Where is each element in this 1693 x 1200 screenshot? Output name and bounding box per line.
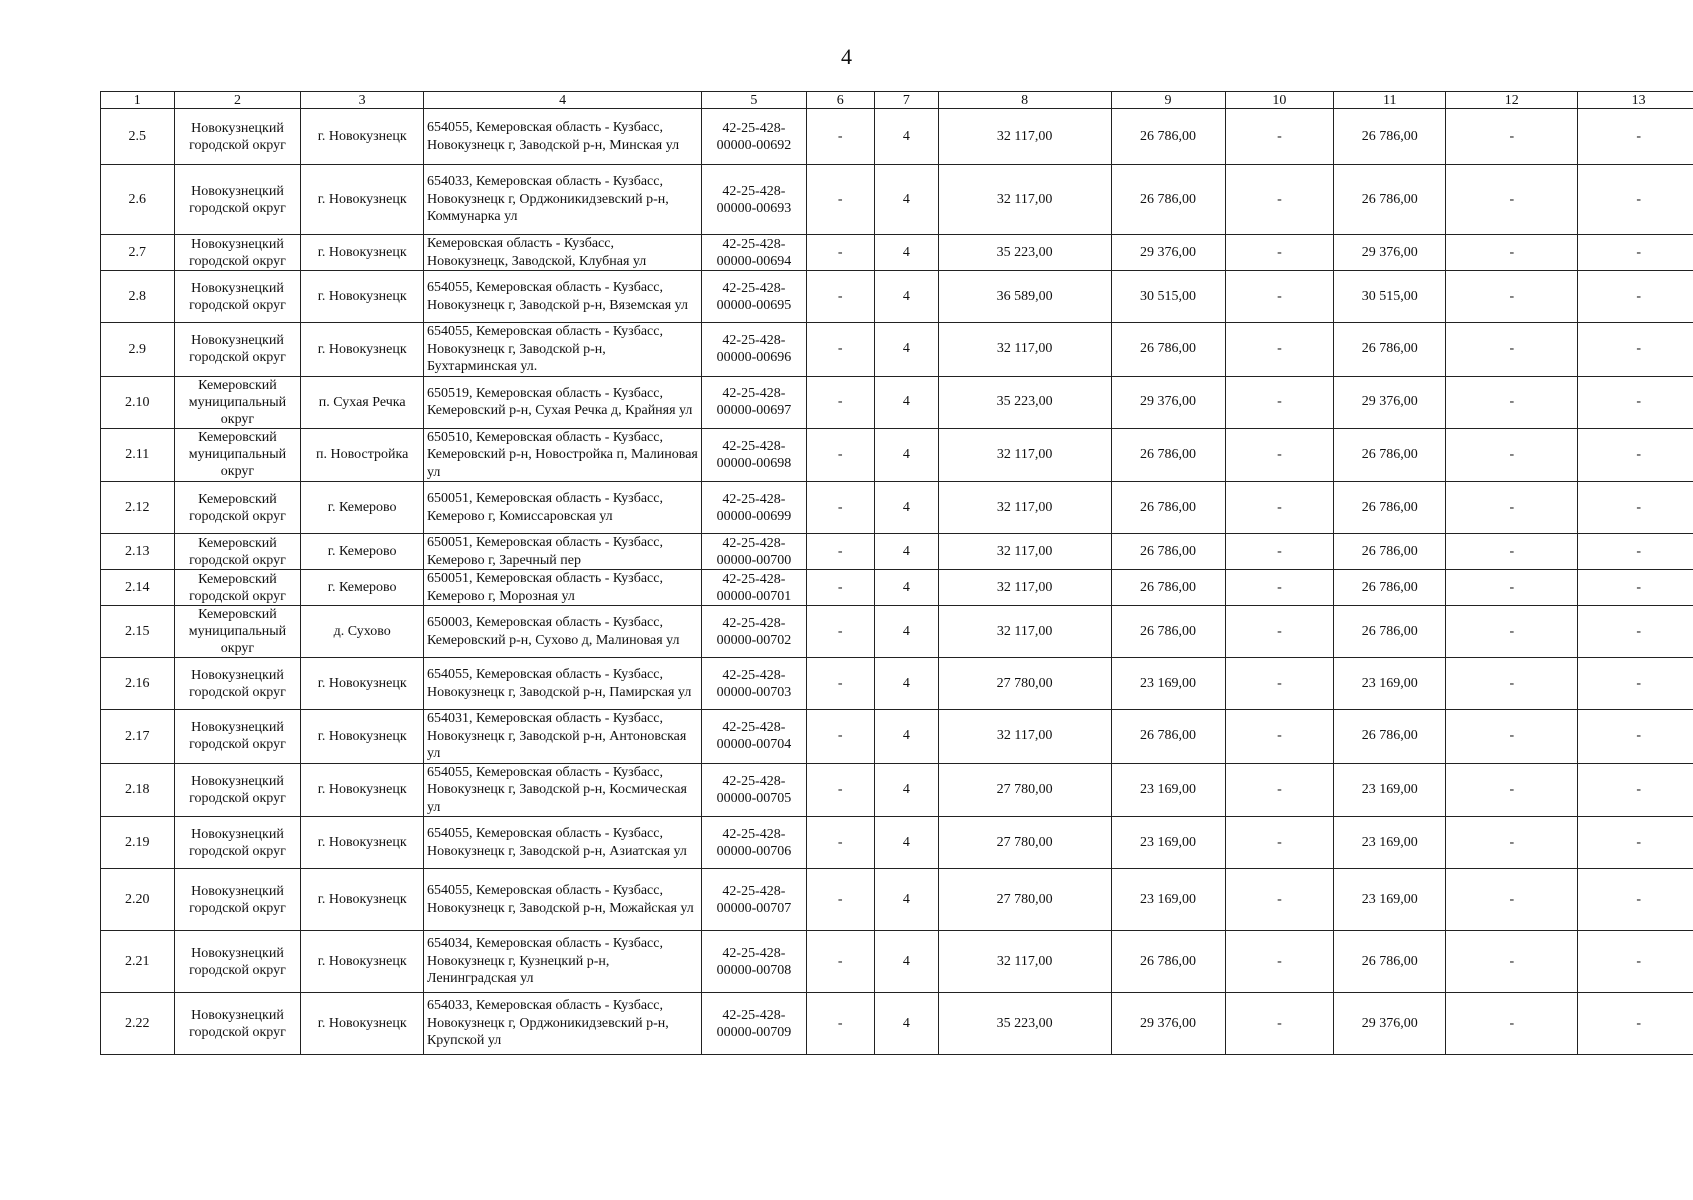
- table-row: [101, 869, 1693, 931]
- col6-cell: -: [806, 710, 874, 764]
- column-header-11: 11: [1334, 92, 1446, 109]
- address-cell: 654033, Кемеровская область - Кузбасс, Новокузнецк г, Орджоникидзевский р-н, Коммунарка ул: [423, 165, 701, 235]
- col13-cell: -: [1578, 482, 1693, 534]
- table-row: [101, 323, 1693, 377]
- address-cell: 654033, Кемеровская область - Кузбасс, Новокузнецк г, Орджоникидзевский р-н, Крупской ул: [423, 993, 701, 1055]
- address-cell: 654055, Кемеровская область - Кузбасс, Новокузнецк г, Заводской р-н, Бухтарминская ул.: [423, 323, 701, 377]
- col8-value: 27 780,00: [938, 763, 1111, 817]
- col13-cell: -: [1578, 931, 1693, 993]
- district-cell: Новокузнецкий городской округ: [174, 710, 301, 764]
- address-cell: 654055, Кемеровская область - Кузбасс, Новокузнецк г, Заводской р-н, Азиатская ул: [423, 817, 701, 869]
- row-number: 2.20: [101, 869, 175, 931]
- col12-cell: -: [1446, 658, 1578, 710]
- column-header-4: 4: [423, 92, 701, 109]
- col13-cell: -: [1578, 323, 1693, 377]
- col12-cell: -: [1446, 763, 1578, 817]
- col7-cell: 4: [874, 993, 938, 1055]
- address-cell: 650519, Кемеровская область - Кузбасс, Кемеровский р-н, Сухая Речка д, Крайняя ул: [423, 376, 701, 428]
- locality-cell: г. Новокузнецк: [301, 931, 424, 993]
- column-header-3: 3: [301, 92, 424, 109]
- column-header-9: 9: [1111, 92, 1225, 109]
- code-cell: 42-25-428-00000-00699: [702, 482, 806, 534]
- col7-cell: 4: [874, 931, 938, 993]
- col13-cell: -: [1578, 235, 1693, 271]
- col10-cell: -: [1225, 869, 1334, 931]
- table-row: [101, 817, 1693, 869]
- col10-cell: -: [1225, 534, 1334, 570]
- col12-cell: -: [1446, 376, 1578, 428]
- col12-cell: -: [1446, 235, 1578, 271]
- row-number: 2.17: [101, 710, 175, 764]
- col10-cell: -: [1225, 570, 1334, 606]
- col9-value: 26 786,00: [1111, 931, 1225, 993]
- locality-cell: д. Сухово: [301, 606, 424, 658]
- column-header-10: 10: [1225, 92, 1334, 109]
- locality-cell: г. Новокузнецк: [301, 869, 424, 931]
- col13-cell: -: [1578, 869, 1693, 931]
- table-row: [101, 376, 1693, 428]
- table-row: [101, 710, 1693, 764]
- col6-cell: -: [806, 165, 874, 235]
- col9-value: 23 169,00: [1111, 763, 1225, 817]
- row-number: 2.14: [101, 570, 175, 606]
- col8-value: 32 117,00: [938, 710, 1111, 764]
- district-cell: Новокузнецкий городской округ: [174, 323, 301, 377]
- row-number: 2.22: [101, 993, 175, 1055]
- table-row: [101, 428, 1693, 482]
- col6-cell: -: [806, 993, 874, 1055]
- row-number: 2.5: [101, 109, 175, 165]
- col8-value: 35 223,00: [938, 376, 1111, 428]
- col6-cell: -: [806, 817, 874, 869]
- col10-cell: -: [1225, 428, 1334, 482]
- col6-cell: -: [806, 606, 874, 658]
- table-row: [101, 534, 1693, 570]
- locality-cell: г. Новокузнецк: [301, 165, 424, 235]
- row-number: 2.13: [101, 534, 175, 570]
- col11-value: 26 786,00: [1334, 606, 1446, 658]
- col11-value: 30 515,00: [1334, 271, 1446, 323]
- locality-cell: г. Новокузнецк: [301, 763, 424, 817]
- col11-value: 23 169,00: [1334, 763, 1446, 817]
- address-cell: Кемеровская область - Кузбасс, Новокузнецк, Заводской, Клубная ул: [423, 235, 701, 271]
- col6-cell: -: [806, 763, 874, 817]
- row-number: 2.6: [101, 165, 175, 235]
- col13-cell: -: [1578, 271, 1693, 323]
- col7-cell: 4: [874, 658, 938, 710]
- district-cell: Новокузнецкий городской округ: [174, 235, 301, 271]
- col12-cell: -: [1446, 931, 1578, 993]
- col10-cell: -: [1225, 817, 1334, 869]
- col10-cell: -: [1225, 376, 1334, 428]
- col10-cell: -: [1225, 165, 1334, 235]
- district-cell: Кемеровский муниципальный округ: [174, 606, 301, 658]
- district-cell: Новокузнецкий городской округ: [174, 271, 301, 323]
- address-cell: 654034, Кемеровская область - Кузбасс, Новокузнецк г, Кузнецкий р-н, Ленинградская ул: [423, 931, 701, 993]
- col13-cell: -: [1578, 570, 1693, 606]
- col8-value: 35 223,00: [938, 235, 1111, 271]
- code-cell: 42-25-428-00000-00701: [702, 570, 806, 606]
- col7-cell: 4: [874, 165, 938, 235]
- col9-value: 26 786,00: [1111, 109, 1225, 165]
- address-cell: 654031, Кемеровская область - Кузбасс, Новокузнецк г, Заводской р-н, Антоновская ул: [423, 710, 701, 764]
- col9-value: 29 376,00: [1111, 376, 1225, 428]
- col13-cell: -: [1578, 109, 1693, 165]
- district-cell: Новокузнецкий городской округ: [174, 869, 301, 931]
- col7-cell: 4: [874, 534, 938, 570]
- code-cell: 42-25-428-00000-00700: [702, 534, 806, 570]
- col6-cell: -: [806, 658, 874, 710]
- col7-cell: 4: [874, 710, 938, 764]
- district-cell: Кемеровский городской округ: [174, 534, 301, 570]
- col6-cell: -: [806, 271, 874, 323]
- table-row: [101, 570, 1693, 606]
- locality-cell: г. Новокузнецк: [301, 271, 424, 323]
- col13-cell: -: [1578, 428, 1693, 482]
- col7-cell: 4: [874, 869, 938, 931]
- row-number: 2.15: [101, 606, 175, 658]
- row-number: 2.12: [101, 482, 175, 534]
- col10-cell: -: [1225, 235, 1334, 271]
- locality-cell: г. Новокузнецк: [301, 817, 424, 869]
- col13-cell: -: [1578, 534, 1693, 570]
- col9-value: 23 169,00: [1111, 817, 1225, 869]
- code-cell: 42-25-428-00000-00702: [702, 606, 806, 658]
- code-cell: 42-25-428-00000-00703: [702, 658, 806, 710]
- col8-value: 27 780,00: [938, 869, 1111, 931]
- code-cell: 42-25-428-00000-00704: [702, 710, 806, 764]
- col13-cell: -: [1578, 658, 1693, 710]
- col7-cell: 4: [874, 763, 938, 817]
- col11-value: 29 376,00: [1334, 235, 1446, 271]
- locality-cell: г. Кемерово: [301, 482, 424, 534]
- address-cell: 650051, Кемеровская область - Кузбасс, Кемерово г, Заречный пер: [423, 534, 701, 570]
- col12-cell: -: [1446, 817, 1578, 869]
- col12-cell: -: [1446, 109, 1578, 165]
- table-row: [101, 109, 1693, 165]
- column-header-8: 8: [938, 92, 1111, 109]
- district-cell: Кемеровский муниципальный округ: [174, 428, 301, 482]
- col10-cell: -: [1225, 763, 1334, 817]
- col11-value: 29 376,00: [1334, 376, 1446, 428]
- col12-cell: -: [1446, 323, 1578, 377]
- col10-cell: -: [1225, 658, 1334, 710]
- col13-cell: -: [1578, 606, 1693, 658]
- table-row: [101, 165, 1693, 235]
- col12-cell: -: [1446, 165, 1578, 235]
- column-header-7: 7: [874, 92, 938, 109]
- col11-value: 26 786,00: [1334, 931, 1446, 993]
- col8-value: 32 117,00: [938, 323, 1111, 377]
- row-number: 2.8: [101, 271, 175, 323]
- col10-cell: -: [1225, 482, 1334, 534]
- col12-cell: -: [1446, 482, 1578, 534]
- col9-value: 26 786,00: [1111, 606, 1225, 658]
- col6-cell: -: [806, 570, 874, 606]
- col8-value: 32 117,00: [938, 931, 1111, 993]
- col10-cell: -: [1225, 323, 1334, 377]
- table-row: [101, 993, 1693, 1055]
- data-table: [100, 91, 1693, 1055]
- col9-value: 26 786,00: [1111, 165, 1225, 235]
- col7-cell: 4: [874, 570, 938, 606]
- col13-cell: -: [1578, 817, 1693, 869]
- district-cell: Новокузнецкий городской округ: [174, 165, 301, 235]
- col6-cell: -: [806, 323, 874, 377]
- district-cell: Новокузнецкий городской округ: [174, 817, 301, 869]
- address-cell: 650510, Кемеровская область - Кузбасс, Кемеровский р-н, Новостройка п, Малиновая ул: [423, 428, 701, 482]
- district-cell: Кемеровский городской округ: [174, 570, 301, 606]
- col9-value: 26 786,00: [1111, 534, 1225, 570]
- code-cell: 42-25-428-00000-00693: [702, 165, 806, 235]
- col11-value: 26 786,00: [1334, 482, 1446, 534]
- col10-cell: -: [1225, 710, 1334, 764]
- district-cell: Новокузнецкий городской округ: [174, 763, 301, 817]
- locality-cell: г. Новокузнецк: [301, 235, 424, 271]
- district-cell: Кемеровский городской округ: [174, 482, 301, 534]
- col9-value: 26 786,00: [1111, 428, 1225, 482]
- col11-value: 26 786,00: [1334, 570, 1446, 606]
- locality-cell: г. Кемерово: [301, 534, 424, 570]
- row-number: 2.21: [101, 931, 175, 993]
- address-cell: 650003, Кемеровская область - Кузбасс, Кемеровский р-н, Сухово д, Малиновая ул: [423, 606, 701, 658]
- col10-cell: -: [1225, 993, 1334, 1055]
- col8-value: 36 589,00: [938, 271, 1111, 323]
- col9-value: 26 786,00: [1111, 482, 1225, 534]
- row-number: 2.10: [101, 376, 175, 428]
- col11-value: 26 786,00: [1334, 165, 1446, 235]
- col9-value: 23 169,00: [1111, 658, 1225, 710]
- col10-cell: -: [1225, 109, 1334, 165]
- address-cell: 654055, Кемеровская область - Кузбасс, Новокузнецк г, Заводской р-н, Памирская ул: [423, 658, 701, 710]
- col10-cell: -: [1225, 931, 1334, 993]
- row-number: 2.16: [101, 658, 175, 710]
- row-number: 2.7: [101, 235, 175, 271]
- column-header-13: 13: [1578, 92, 1693, 109]
- locality-cell: п. Новостройка: [301, 428, 424, 482]
- col11-value: 29 376,00: [1334, 993, 1446, 1055]
- col9-value: 29 376,00: [1111, 993, 1225, 1055]
- col7-cell: 4: [874, 482, 938, 534]
- col13-cell: -: [1578, 165, 1693, 235]
- column-header-6: 6: [806, 92, 874, 109]
- column-header-5: 5: [702, 92, 806, 109]
- col12-cell: -: [1446, 993, 1578, 1055]
- table-row: [101, 482, 1693, 534]
- address-cell: 654055, Кемеровская область - Кузбасс, Новокузнецк г, Заводской р-н, Минская ул: [423, 109, 701, 165]
- col6-cell: -: [806, 869, 874, 931]
- col9-value: 26 786,00: [1111, 570, 1225, 606]
- address-cell: 650051, Кемеровская область - Кузбасс, Кемерово г, Морозная ул: [423, 570, 701, 606]
- district-cell: Новокузнецкий городской округ: [174, 109, 301, 165]
- row-number: 2.18: [101, 763, 175, 817]
- col7-cell: 4: [874, 817, 938, 869]
- col6-cell: -: [806, 428, 874, 482]
- col8-value: 27 780,00: [938, 817, 1111, 869]
- col7-cell: 4: [874, 606, 938, 658]
- row-number: 2.11: [101, 428, 175, 482]
- col11-value: 26 786,00: [1334, 710, 1446, 764]
- row-number: 2.19: [101, 817, 175, 869]
- col6-cell: -: [806, 109, 874, 165]
- col8-value: 32 117,00: [938, 534, 1111, 570]
- col12-cell: -: [1446, 869, 1578, 931]
- district-cell: Кемеровский муниципальный округ: [174, 376, 301, 428]
- code-cell: 42-25-428-00000-00708: [702, 931, 806, 993]
- table-row: [101, 271, 1693, 323]
- district-cell: Новокузнецкий городской округ: [174, 993, 301, 1055]
- col11-value: 26 786,00: [1334, 534, 1446, 570]
- col8-value: 32 117,00: [938, 482, 1111, 534]
- col6-cell: -: [806, 376, 874, 428]
- col8-value: 32 117,00: [938, 570, 1111, 606]
- col11-value: 23 169,00: [1334, 869, 1446, 931]
- locality-cell: г. Новокузнецк: [301, 993, 424, 1055]
- locality-cell: г. Новокузнецк: [301, 710, 424, 764]
- col8-value: 32 117,00: [938, 428, 1111, 482]
- col12-cell: -: [1446, 271, 1578, 323]
- col7-cell: 4: [874, 323, 938, 377]
- col9-value: 26 786,00: [1111, 323, 1225, 377]
- code-cell: 42-25-428-00000-00695: [702, 271, 806, 323]
- col6-cell: -: [806, 235, 874, 271]
- code-cell: 42-25-428-00000-00706: [702, 817, 806, 869]
- district-cell: Новокузнецкий городской округ: [174, 658, 301, 710]
- col8-value: 27 780,00: [938, 658, 1111, 710]
- locality-cell: г. Кемерово: [301, 570, 424, 606]
- col6-cell: -: [806, 534, 874, 570]
- col7-cell: 4: [874, 428, 938, 482]
- col12-cell: -: [1446, 570, 1578, 606]
- col7-cell: 4: [874, 109, 938, 165]
- header-row: [101, 92, 1693, 109]
- table-row: [101, 931, 1693, 993]
- col8-value: 35 223,00: [938, 993, 1111, 1055]
- col7-cell: 4: [874, 235, 938, 271]
- page-number: 4: [841, 44, 852, 69]
- col11-value: 26 786,00: [1334, 109, 1446, 165]
- col11-value: 26 786,00: [1334, 323, 1446, 377]
- col12-cell: -: [1446, 428, 1578, 482]
- col12-cell: -: [1446, 606, 1578, 658]
- row-number: 2.9: [101, 323, 175, 377]
- col8-value: 32 117,00: [938, 165, 1111, 235]
- col8-value: 32 117,00: [938, 109, 1111, 165]
- table-row: [101, 658, 1693, 710]
- col7-cell: 4: [874, 271, 938, 323]
- col13-cell: -: [1578, 710, 1693, 764]
- locality-cell: г. Новокузнецк: [301, 323, 424, 377]
- col13-cell: -: [1578, 376, 1693, 428]
- code-cell: 42-25-428-00000-00709: [702, 993, 806, 1055]
- code-cell: 42-25-428-00000-00707: [702, 869, 806, 931]
- col13-cell: -: [1578, 993, 1693, 1055]
- col10-cell: -: [1225, 271, 1334, 323]
- col6-cell: -: [806, 931, 874, 993]
- col11-value: 26 786,00: [1334, 428, 1446, 482]
- col9-value: 26 786,00: [1111, 710, 1225, 764]
- col13-cell: -: [1578, 763, 1693, 817]
- address-cell: 654055, Кемеровская область - Кузбасс, Новокузнецк г, Заводской р-н, Космическая ул: [423, 763, 701, 817]
- locality-cell: г. Новокузнецк: [301, 658, 424, 710]
- code-cell: 42-25-428-00000-00697: [702, 376, 806, 428]
- code-cell: 42-25-428-00000-00692: [702, 109, 806, 165]
- col12-cell: -: [1446, 534, 1578, 570]
- locality-cell: п. Сухая Речка: [301, 376, 424, 428]
- code-cell: 42-25-428-00000-00705: [702, 763, 806, 817]
- table-row: [101, 606, 1693, 658]
- col9-value: 30 515,00: [1111, 271, 1225, 323]
- column-header-2: 2: [174, 92, 301, 109]
- table-row: [101, 763, 1693, 817]
- col6-cell: -: [806, 482, 874, 534]
- col7-cell: 4: [874, 376, 938, 428]
- column-header-12: 12: [1446, 92, 1578, 109]
- address-cell: 650051, Кемеровская область - Кузбасс, Кемерово г, Комиссаровская ул: [423, 482, 701, 534]
- column-header-1: 1: [101, 92, 175, 109]
- col9-value: 23 169,00: [1111, 869, 1225, 931]
- locality-cell: г. Новокузнецк: [301, 109, 424, 165]
- address-cell: 654055, Кемеровская область - Кузбасс, Новокузнецк г, Заводской р-н, Можайская ул: [423, 869, 701, 931]
- col11-value: 23 169,00: [1334, 658, 1446, 710]
- table-body: [101, 109, 1693, 1055]
- code-cell: 42-25-428-00000-00696: [702, 323, 806, 377]
- district-cell: Новокузнецкий городской округ: [174, 931, 301, 993]
- col11-value: 23 169,00: [1334, 817, 1446, 869]
- col12-cell: -: [1446, 710, 1578, 764]
- col10-cell: -: [1225, 606, 1334, 658]
- code-cell: 42-25-428-00000-00698: [702, 428, 806, 482]
- code-cell: 42-25-428-00000-00694: [702, 235, 806, 271]
- address-cell: 654055, Кемеровская область - Кузбасс, Новокузнецк г, Заводской р-н, Вяземская ул: [423, 271, 701, 323]
- col9-value: 29 376,00: [1111, 235, 1225, 271]
- table-row: [101, 235, 1693, 271]
- col8-value: 32 117,00: [938, 606, 1111, 658]
